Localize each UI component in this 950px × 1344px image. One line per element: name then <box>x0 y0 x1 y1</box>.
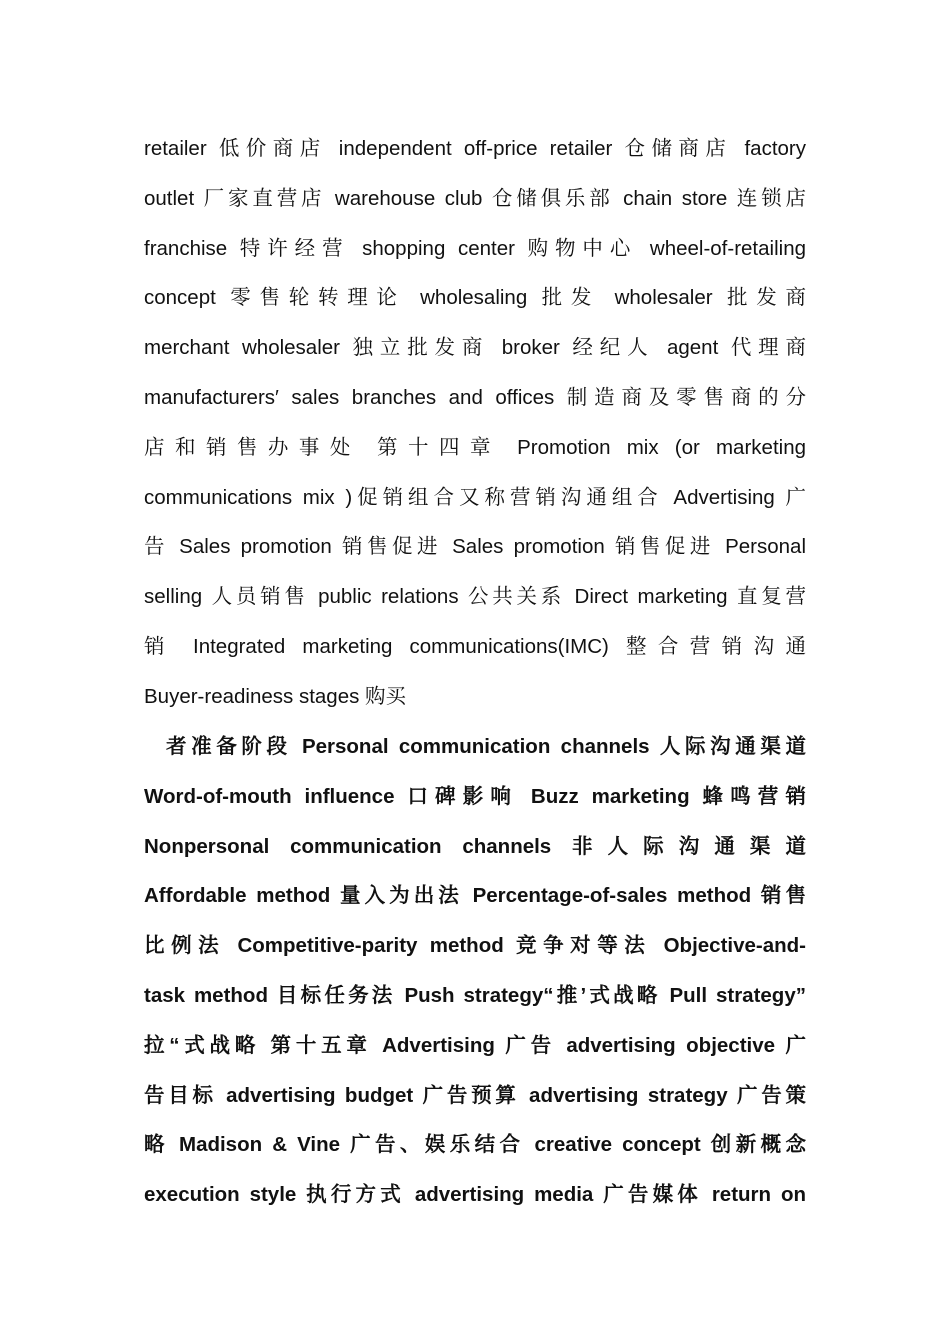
text-line: 略 Madison & Vine 广告、娱乐结合 creative concept 创新概念 <box>144 1133 806 1157</box>
text-line: 销 Integrated marketing communications(IMC) 整合营销沟通 <box>144 634 806 658</box>
text-line: 店和销售办事处 第十四章 Promotion mix (or marketing <box>144 435 806 459</box>
text-line: Nonpersonal communication channels 非人际沟通渠道 <box>144 834 806 858</box>
glossary-paragraph-2 <box>144 722 806 1220</box>
text-line: outlet 厂家直营店 warehouse club 仓储俱乐部 chain store 连锁店 <box>144 186 806 210</box>
text-line: merchant wholesaler 独立批发商 broker 经纪人 agent 代理商 <box>144 336 806 360</box>
text-line: 告目标 advertising budget 广告预算 advertising strategy 广告策 <box>144 1083 806 1107</box>
text-line: communications mix )促销组合又称营销沟通组合 Advertising 广 <box>144 485 806 509</box>
text-line: 者准备阶段 Personal communication channels 人际沟通渠道 <box>166 735 806 758</box>
text-line: selling 人员销售 public relations 公共关系 Direct marketing 直复营 <box>144 585 806 609</box>
text-line: Buyer-readiness stages 购买 <box>144 684 407 708</box>
text-line: 告 Sales promotion 销售促进 Sales promotion 销售促进 Personal <box>144 535 806 559</box>
text-line: task method 目标任务法 Push strategy“推’式战略 Pull strategy” <box>144 983 806 1007</box>
text-line: retailer 低价商店 independent off-price retailer 仓储商店 factory <box>144 137 806 160</box>
text-line: Word-of-mouth influence 口碑影响 Buzz marketing 蜂鸣营销 <box>144 784 806 808</box>
glossary-paragraph-1 <box>144 124 806 722</box>
text-line: franchise 特许经营 shopping center 购物中心 wheel-of-retailing <box>144 236 806 260</box>
text-line: concept 零售轮转理论 wholesaling 批发 wholesaler 批发商 <box>144 286 806 310</box>
text-line: Affordable method 量入为出法 Percentage-of-sales method 销售 <box>144 884 806 908</box>
text-line: manufacturers′ sales branches and offices 制造商及零售商的分 <box>144 385 806 409</box>
text-line: execution style 执行方式 advertising media 广告媒体 return on <box>144 1183 806 1207</box>
text-line: 比例法 Competitive-parity method 竞争对等法 Objective-and- <box>144 934 806 958</box>
text-line: 拉“式战略 第十五章 Advertising 广告 advertising objective 广 <box>144 1033 806 1057</box>
